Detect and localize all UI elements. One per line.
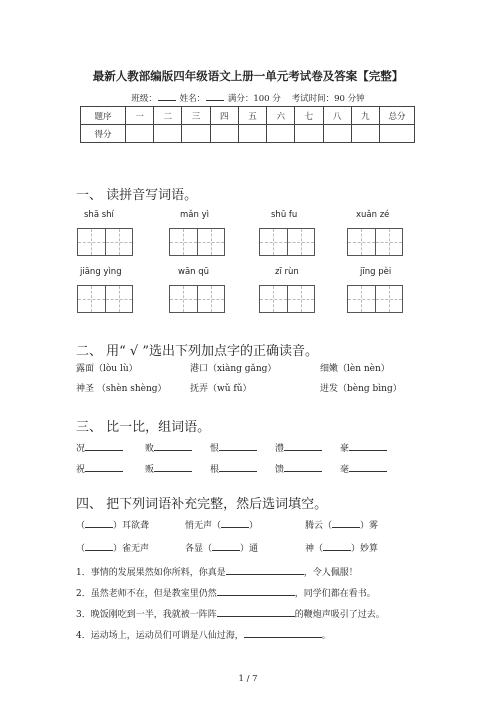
idiom-text: 腾云（ (305, 521, 333, 531)
compare-item (76, 441, 123, 454)
sentence-blank[interactable] (217, 586, 295, 596)
name-label: 姓名： (179, 94, 206, 104)
compare-char: 败 (145, 444, 155, 454)
idiom-fill (185, 541, 258, 554)
section-4-heading: 四、 把下列词语补充完整，然后选词填空。 (76, 497, 328, 512)
exam-info (0, 91, 496, 104)
bracket-open: （ (76, 544, 86, 554)
idiom-text: 各显（ (185, 544, 213, 554)
sentence-text: 1．事情的发展果然如你所料，你真是 (76, 568, 226, 578)
idiom-blank[interactable] (323, 541, 351, 551)
sentence-blank[interactable] (226, 565, 304, 575)
sentence-item (76, 607, 385, 620)
idiom-fill (185, 518, 258, 531)
class-blank (158, 91, 176, 101)
sentence-blank[interactable] (217, 607, 295, 617)
class-label: 班级： (131, 94, 157, 104)
document-title: 最新人教部编版四年级语文上册一单元考试卷及答案【完整】 (92, 69, 404, 83)
score-header: 题序 (81, 107, 126, 125)
score-cell[interactable] (295, 125, 323, 143)
score-header: 二 (154, 107, 182, 125)
idiom-text: ）通 (240, 544, 259, 554)
sentence-blank[interactable] (244, 628, 322, 638)
compare-item (76, 462, 123, 475)
section-3-heading: 三、 比一比，组词语。 (76, 420, 211, 435)
idiom-text: ）雾 (360, 521, 379, 531)
pinyin: jīng pèi (360, 267, 392, 277)
reading-choice[interactable]: 港口（xiàng gǎng） (190, 364, 277, 374)
writing-grid[interactable] (169, 285, 225, 313)
writing-grid[interactable] (347, 285, 403, 313)
idiom-fill (76, 541, 149, 554)
score-cell[interactable] (126, 125, 154, 143)
reading-choice[interactable]: 细嫩（lèn nèn） (320, 364, 390, 374)
score-cell[interactable] (267, 125, 295, 143)
sentence-text: 3．晚饭刚吃到一半，我就被一阵阵 (76, 610, 217, 620)
score-table (80, 106, 415, 143)
writing-grid[interactable] (77, 228, 133, 256)
idiom-text: ）耳欲聋 (113, 521, 150, 531)
compare-item (340, 462, 387, 475)
sentence-text: 2．虽然老师不在，但是教室里仍然 (76, 589, 217, 599)
compare-char: 澧 (275, 444, 285, 454)
score-header: 五 (238, 107, 266, 125)
compare-item (210, 441, 257, 454)
sentence-item (76, 628, 331, 641)
score-header: 六 (267, 107, 295, 125)
idiom-text: ）妙算 (351, 544, 379, 554)
score-header: 七 (295, 107, 323, 125)
pinyin: mǎn yì (180, 210, 209, 220)
score-header: 一 (126, 107, 154, 125)
score-cell[interactable] (380, 125, 415, 143)
compare-item (275, 441, 322, 454)
compare-item (275, 462, 322, 475)
page-number: 1 / 7 (238, 674, 258, 684)
answer-blank[interactable] (349, 441, 387, 451)
compare-item (145, 462, 192, 475)
sentence-text: 。 (321, 631, 331, 641)
section-2-heading: 二、 用“ √ ”选出下列加点字的正确读音。 (76, 344, 318, 359)
writing-grid[interactable] (169, 228, 225, 256)
score-row-label: 得分 (81, 125, 126, 143)
idiom-text: 神（ (305, 544, 324, 554)
score-table-score-row (81, 125, 415, 143)
idiom-fill (76, 518, 149, 531)
idiom-fill (305, 518, 378, 531)
compare-item (210, 462, 257, 475)
writing-grid[interactable] (77, 285, 133, 313)
section-1-heading: 一、 读拼音写词语。 (76, 188, 198, 203)
reading-choice[interactable]: 迸发（bèng bìng） (320, 384, 402, 394)
score-header: 九 (351, 107, 379, 125)
pinyin: jiāng yìng (80, 267, 122, 277)
compare-char: 毫 (340, 465, 350, 475)
compare-char: 豪 (340, 444, 350, 454)
exam-time: 考试时间：90 分钟 (291, 94, 365, 104)
score-header: 总分 (380, 107, 415, 125)
score-cell[interactable] (210, 125, 238, 143)
sentence-item (76, 586, 376, 599)
pinyin: shū fu (271, 210, 298, 220)
compare-char: 根 (210, 465, 220, 475)
compare-item (145, 441, 192, 454)
answer-blank[interactable] (85, 462, 123, 472)
compare-char: 况 (76, 444, 86, 454)
pinyin: shā shí (84, 210, 114, 220)
pinyin: wān qū (178, 267, 210, 277)
bracket-open: （ (76, 521, 86, 531)
sentence-text: 的鞭炮声吸引了过去。 (294, 610, 385, 620)
answer-blank[interactable] (349, 462, 387, 472)
score-cell[interactable] (154, 125, 182, 143)
sentence-text: ，同学们都在看书。 (294, 589, 376, 599)
writing-grid[interactable] (347, 228, 403, 256)
idiom-blank[interactable] (212, 541, 240, 551)
answer-blank[interactable] (284, 441, 322, 451)
compare-char: 恨 (210, 444, 220, 454)
idiom-text: ）雀无声 (113, 544, 150, 554)
score-cell[interactable] (182, 125, 210, 143)
full-score: 满分：100 分 (227, 94, 281, 104)
score-header: 三 (182, 107, 210, 125)
score-cell[interactable] (323, 125, 351, 143)
idiom-blank[interactable] (221, 518, 249, 528)
answer-blank[interactable] (284, 462, 322, 472)
pinyin: zī rùn (275, 267, 299, 277)
idiom-blank[interactable] (85, 518, 113, 528)
sentence-text: ，令人佩服！ (303, 568, 358, 578)
pinyin: xuǎn zé (356, 210, 390, 220)
sentence-item (76, 565, 358, 578)
name-blank (206, 91, 224, 101)
bracket-close: ） (249, 521, 259, 531)
score-cell[interactable] (351, 125, 379, 143)
sentence-text: 4．运动场上，运动员们可谓是八仙过海， (76, 631, 244, 641)
compare-item (340, 441, 387, 454)
answer-blank[interactable] (154, 462, 192, 472)
compare-char: 祝 (76, 465, 86, 475)
score-table-header-row (81, 107, 415, 125)
idiom-fill (305, 541, 378, 554)
score-header: 四 (210, 107, 238, 125)
score-cell[interactable] (238, 125, 266, 143)
answer-blank[interactable] (154, 441, 192, 451)
writing-grid[interactable] (259, 228, 315, 256)
idiom-blank[interactable] (85, 541, 113, 551)
compare-char: 馈 (275, 465, 285, 475)
answer-blank[interactable] (85, 441, 123, 451)
answer-blank[interactable] (219, 441, 257, 451)
idiom-blank[interactable] (332, 518, 360, 528)
score-header: 八 (323, 107, 351, 125)
reading-choice[interactable]: 抚弄（wǔ fǔ） (190, 384, 252, 394)
writing-grid[interactable] (259, 285, 315, 313)
idiom-text: 悄无声（ (185, 521, 222, 531)
answer-blank[interactable] (219, 462, 257, 472)
reading-choice[interactable]: 神圣 （shèn shèng） (76, 384, 167, 394)
compare-char: 贩 (145, 465, 155, 475)
reading-choice[interactable]: 露面（lòu lù） (76, 364, 138, 374)
